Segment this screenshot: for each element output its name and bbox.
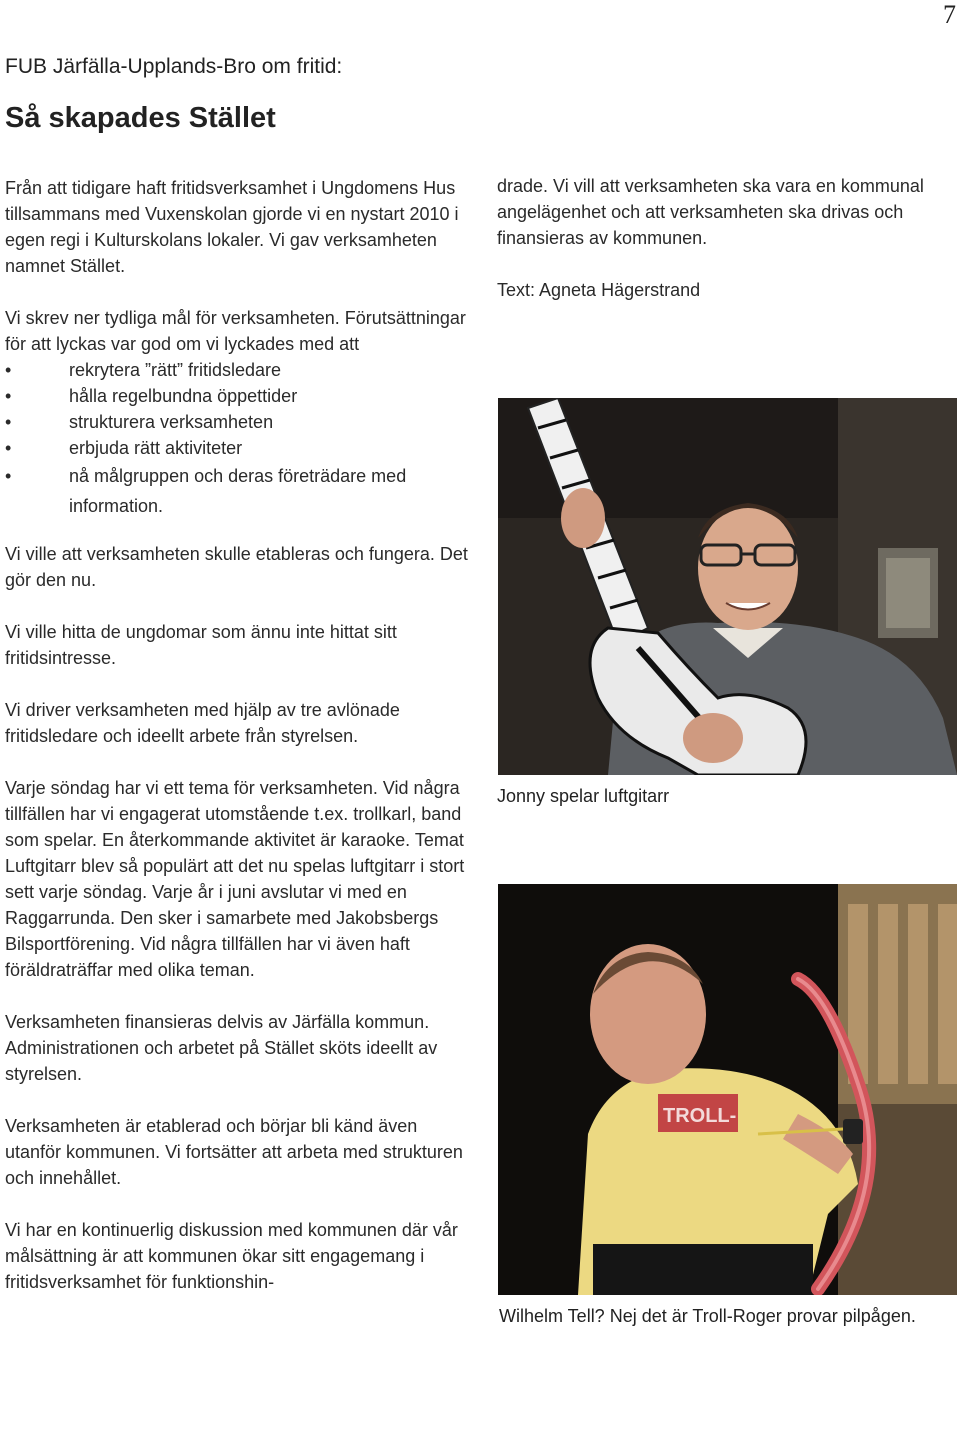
svg-text:TROLL-: TROLL- bbox=[663, 1105, 737, 1127]
photo-troll-roger-bow bbox=[498, 884, 957, 1295]
paragraph-established: Vi ville att verksamheten skulle etableras och fungera. Det gör den nu. bbox=[5, 544, 468, 590]
photo-caption-2: Wilhelm Tell? Nej det är Troll-Roger provar pilpågen. bbox=[499, 1306, 916, 1326]
left-column bbox=[5, 175, 475, 1321]
paragraph-staff: Vi driver verksamheten med hjälp av tre avlönade fritidsledare och ideellt arbete från styrelsen. bbox=[5, 700, 400, 746]
paragraph-reach-youth: Vi ville hitta de ungdomar som ännu inte hittat sitt fritidsintresse. bbox=[5, 622, 397, 668]
paragraph-sundays: Varje söndag har vi ett tema för verksamheten. Vid några tillfällen har vi engagerat utomstående t.ex. trollkarl, band som spelar. En återkommande aktivitet är karaoke. Temat Luftgitarr blev så populärt att det nu spelas luftgitarr i stort sett varje söndag. Varje år i juni avslutar vi med en Raggarrunda. Den sker i samarbete med Jakobsbergs Bilsportförening. Vid några tillfällen har vi även haft föräldraträffar med olika teman. bbox=[5, 778, 465, 980]
paragraph-continued: drade. Vi vill att verksamheten ska vara en kommunal angelägenhet och att verksamheten ska drivas och finansieras av kommunen. bbox=[497, 176, 924, 248]
list-item: • hålla regelbundna öppettider bbox=[5, 383, 475, 409]
photo-caption-1: Jonny spelar luftgitarr bbox=[497, 786, 670, 806]
page-number: 7 bbox=[943, 0, 956, 29]
paragraph-goals: Vi skrev ner tydliga mål för verksamheten. Förutsättningar för att lyckas var god om vi lyckades med att bbox=[5, 308, 466, 354]
paragraph-intro: Från att tidigare haft fritidsverksamhet i Ungdomens Hus tillsammans med Vuxenskolan gjorde vi en nystart 2010 i egen regi i Kulturskolans lokaler. Vi gav verksamheten namnet Stället. bbox=[5, 178, 459, 276]
list-item: • rekrytera ”rätt” fritidsledare bbox=[5, 357, 475, 383]
list-item: • erbjuda rätt aktiviteter bbox=[5, 435, 475, 461]
paragraph-funding: Verksamheten finansieras delvis av Järfälla kommun. Administrationen och arbetet på Stället sköts ideellt av styrelsen. bbox=[5, 1012, 438, 1084]
author-credit: Text: Agneta Hägerstrand bbox=[497, 280, 701, 300]
article-kicker: FUB Järfälla-Upplands-Bro om fritid: bbox=[5, 55, 343, 78]
right-column bbox=[497, 173, 957, 329]
photo-jonny-air-guitar bbox=[498, 398, 957, 775]
goals-list bbox=[5, 357, 475, 521]
article-headline: Så skapades Stället bbox=[5, 102, 276, 134]
list-item: • strukturera verksamheten bbox=[5, 409, 475, 435]
list-item: • nå målgruppen och deras företrädare med information. bbox=[5, 461, 475, 521]
paragraph-discussion: Vi har en kontinuerlig diskussion med kommunen där vår målsättning är att kommunen ökar sitt engagemang i fritidsverksamhet för funktionshin- bbox=[5, 1220, 458, 1292]
paragraph-known: Verksamheten är etablerad och börjar bli känd även utanför kommunen. Vi fortsätter att arbeta med strukturen och innehållet. bbox=[5, 1116, 463, 1188]
